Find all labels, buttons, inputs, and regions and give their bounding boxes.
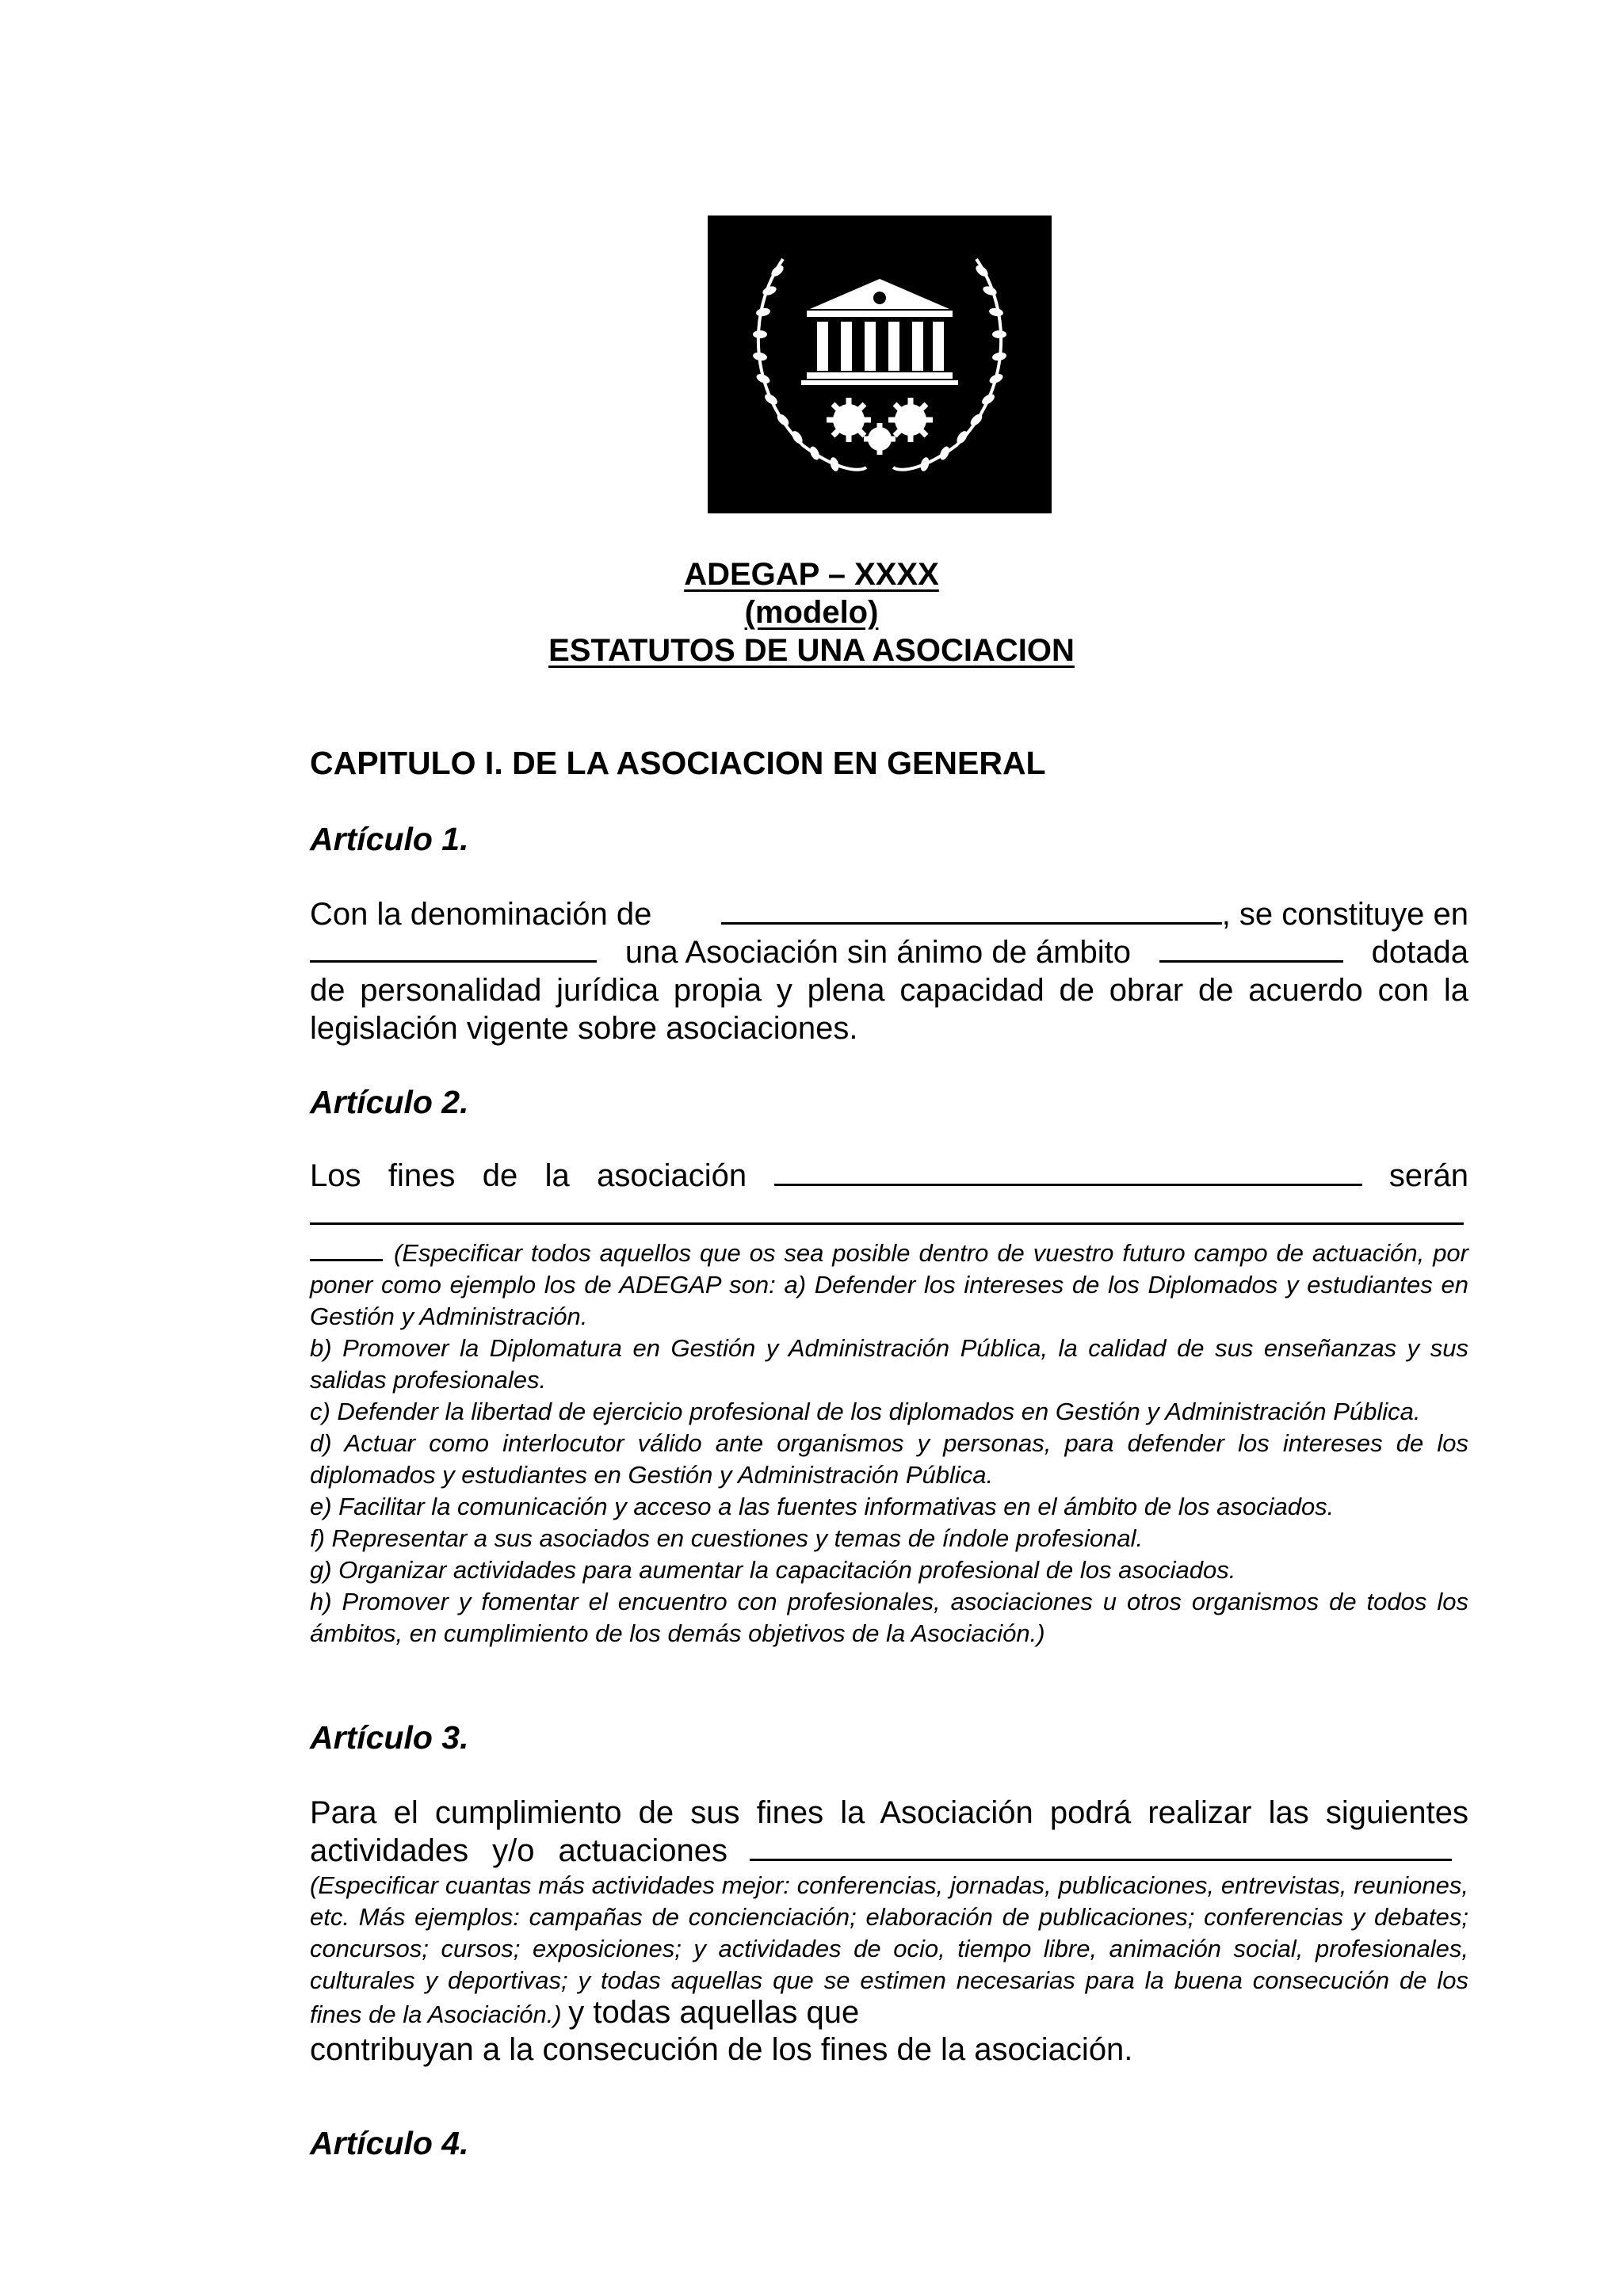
scope-blank[interactable] xyxy=(1159,933,1343,963)
article-3-tail-2: contribuyan a la consecución de los fines de la asociación. xyxy=(310,2032,1133,2067)
word-seran: serán xyxy=(1388,1158,1468,1193)
article-3-note-block xyxy=(310,1870,1468,2069)
article-2-item-c: c) Defender la libertad de ejercicio profesional de los diplomados en Gestión y Administración Pública. xyxy=(310,1398,1421,1425)
article-1-line-2 xyxy=(310,933,1468,971)
article-4-heading: Artículo 4. xyxy=(310,2125,469,2161)
document-code: ADEGAP – XXXX xyxy=(684,557,939,592)
article-2-note-intro: (Especificar todos aquellos que os sea posible dentro de vuestro futuro campo de actuación, por poner como ejemplo los de ADEGAP son: a) Defender los intereses de los Diplomados y estudiantes en Gestión y Administración. xyxy=(310,1239,1468,1330)
word-los: Los xyxy=(310,1158,361,1193)
article-3-note: (Especificar cuantas más actividades mejor: conferencias, jornadas, publicaciones, entrevistas, reuniones, etc. Más ejemplos: campañas de concienciación; elaboración de publicaciones; conferencias y debates; concursos; cursos; exposiciones; y actividades de ocio, tiempo libre, animación social, profesionales, culturales y deportivas; y todas aquellas que se estimen necesarias para la buena consecución de los fines de la Asociación.) xyxy=(310,1871,1468,2028)
association-emblem-icon xyxy=(708,215,1052,513)
article-2-item-b: b) Promover la Diplomatura en Gestión y Administración Pública, la calidad de sus enseñanzas y sus salidas profesionales. xyxy=(310,1334,1468,1394)
word-de: de xyxy=(482,1158,518,1193)
article-1-text-e: de personalidad jurídica propia y plena capacidad de obrar de acuerdo con la xyxy=(310,973,1468,1008)
article-1-text-a: Con la denominación de xyxy=(310,897,652,932)
article-3-line-1: Para el cumplimiento de sus fines la Asociación podrá realizar las siguientes xyxy=(310,1795,1468,1830)
article-1-text-f: legislación vigente sobre asociaciones. xyxy=(310,1011,858,1046)
article-1-text-d: dotada xyxy=(1371,935,1468,970)
article-2-heading: Artículo 2. xyxy=(310,1084,469,1120)
article-1-heading: Artículo 1. xyxy=(310,821,469,857)
article-2-line-1 xyxy=(310,1157,1468,1195)
article-3-line-2: actividades y/o actuaciones xyxy=(310,1832,1468,1870)
document-title: ESTATUTOS DE UNA ASOCIACION xyxy=(548,633,1075,668)
article-1-text xyxy=(310,895,1468,1047)
article-1-text-b: , se constituye en xyxy=(1221,897,1468,932)
activities-blank[interactable] xyxy=(750,1832,1452,1861)
word-la: la xyxy=(544,1158,570,1193)
chapter-heading: CAPITULO I. DE LA ASOCIACION EN GENERAL xyxy=(310,745,1046,781)
name-blank[interactable] xyxy=(721,895,1222,925)
article-3-text xyxy=(310,1794,1468,1870)
word-asociacion: asociación xyxy=(597,1158,747,1193)
document-subtitle: (modelo) xyxy=(744,595,879,630)
article-2-item-f: f) Representar a sus asociados en cuestiones y temas de índole profesional. xyxy=(310,1524,1144,1552)
word-fines: fines xyxy=(388,1158,456,1193)
article-1-text-c: una Asociación sin ánimo de ámbito xyxy=(624,935,1131,970)
article-3-tail-1: y todas aquellas que xyxy=(568,1995,860,2030)
article-2-text xyxy=(310,1157,1468,1233)
location-blank[interactable] xyxy=(310,933,597,963)
article-2-item-d: d) Actuar como interlocutor válido ante organismos y personas, para defender los intereses de los diplomados y estudiantes en Gestión y Administración Pública. xyxy=(310,1429,1468,1489)
article-2-item-e: e) Facilitar la comunicación y acceso a las fuentes informativas en el ámbito de los asociados. xyxy=(310,1493,1335,1520)
short-blank[interactable] xyxy=(310,1238,383,1261)
article-2-item-h: h) Promover y fomentar el encuentro con profesionales, asociaciones u otros organismos de todos los ámbitos, en cumplimiento de los demás objetivos de la Asociación.) xyxy=(310,1588,1468,1647)
article-2-item-g: g) Organizar actividades para aumentar la capacitación profesional de los asociados. xyxy=(310,1556,1236,1584)
aims-blank-line[interactable] xyxy=(310,1195,1468,1233)
article-1-line-1 xyxy=(310,895,1468,933)
article-2-notes xyxy=(310,1238,1468,1650)
article-3-heading: Artículo 3. xyxy=(310,1719,469,1756)
aims-blank[interactable] xyxy=(774,1157,1362,1186)
